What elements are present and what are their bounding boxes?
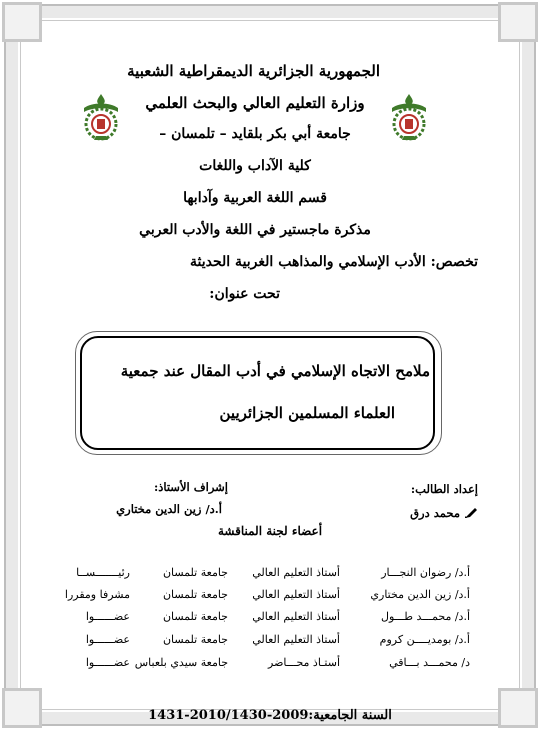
member-university: جامعة تلمسان	[162, 610, 228, 623]
university-emblem-icon	[388, 92, 430, 144]
member-rank: أستاذ التعليم العالي	[252, 566, 340, 579]
table-row	[0, 566, 540, 582]
republic-heading: الجمهورية الجزائرية الديمقراطية الشعبية	[127, 62, 380, 80]
university-heading: جامعة أبي بكر بلقايد – تلمسان –	[159, 126, 351, 142]
table-row	[0, 656, 540, 672]
member-name: د/ محمـــد بـــاقي	[389, 656, 470, 669]
title-box	[80, 336, 435, 450]
member-role: عضــــــوا	[85, 610, 130, 623]
member-role: عضــــــوا	[85, 633, 130, 646]
thesis-title-line2: العلماء المسلمين الجزائريين	[219, 404, 395, 422]
table-row	[0, 610, 540, 626]
academic-year: السنة الجامعية:2009-2010/1430-1431	[148, 708, 392, 723]
table-row	[0, 588, 540, 604]
member-name: أ.د/ محمـــد طـــول	[380, 610, 470, 623]
member-rank: أستاذ التعليم العالي	[252, 610, 340, 623]
corner-ornament	[498, 2, 538, 42]
ministry-heading: وزارة التعليم العالي والبحث العلمي	[145, 94, 365, 112]
pen-icon	[464, 507, 478, 519]
table-row	[0, 633, 540, 649]
member-rank: أستـاذ محـــاضر	[268, 656, 340, 669]
under-title-line: تحت عنوان:	[209, 286, 280, 302]
supervisor-label: إشراف الأستاذ:	[153, 480, 228, 494]
member-role: عضــــــوا	[85, 656, 130, 669]
member-university: جامعة سيدي بلعباس	[134, 656, 228, 669]
member-name: أ.د/ زين الدين مختاري	[370, 588, 470, 601]
thesis-type-heading: مذكرة ماجستير في اللغة والأدب العربي	[139, 222, 371, 238]
member-university: جامعة تلمسان	[162, 633, 228, 646]
department-heading: قسم اللغة العربية وآدابها	[183, 190, 327, 206]
member-rank: أستاذ التعليم العالي	[252, 588, 340, 601]
specialty-line: تخصص: الأدب الإسلامي والمذاهب الغربية الحديثة	[190, 254, 478, 270]
committee-title: أعضاء لجنة المناقشة	[217, 524, 323, 538]
faculty-heading: كلية الآداب واللغات	[199, 158, 311, 174]
member-name: أ.د/ رضوان النجـــار	[381, 566, 470, 579]
member-university: جامعة تلمسان	[162, 566, 228, 579]
member-rank: أستاذ التعليم العالي	[252, 633, 340, 646]
student-label: إعداد الطالب:	[410, 482, 478, 496]
university-emblem-icon	[80, 92, 122, 144]
student-name: محمد درق	[410, 506, 460, 520]
member-role: رئيـــــــســا	[76, 566, 130, 579]
member-university: جامعة تلمسان	[162, 588, 228, 601]
corner-ornament	[2, 2, 42, 42]
supervisor-name: أ.د/ زين الدين مختاري	[116, 502, 222, 516]
thesis-title-line1: ملامح الاتجاه الإسلامي في أدب المقال عند جمعية	[120, 362, 430, 380]
member-role: مشرفا ومقررا	[64, 588, 130, 601]
member-name: أ.د/ بومديــــن كروم	[379, 633, 470, 646]
